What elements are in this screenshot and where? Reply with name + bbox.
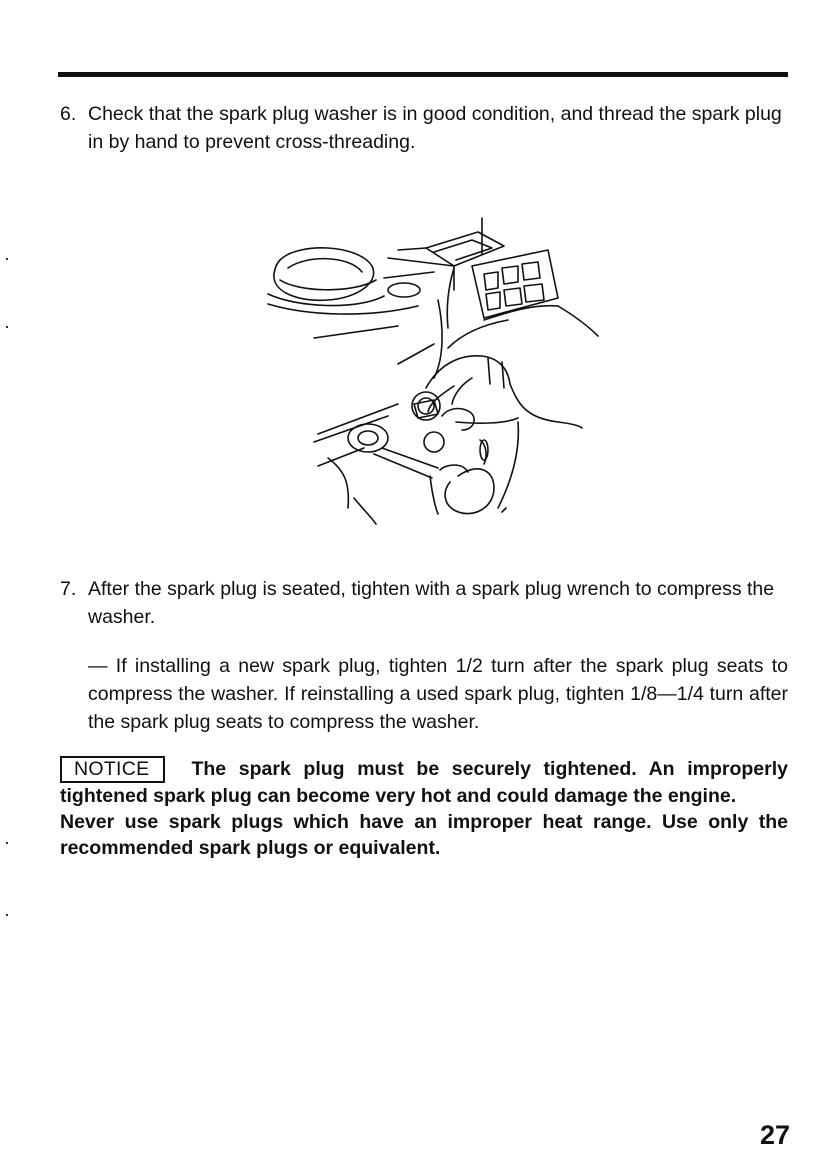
notice-text-1: The spark plug must be securely tightened. An improperly tightened spark plug can become very hot and could damage the engine. [60, 758, 788, 807]
scan-mark [6, 326, 8, 328]
scan-mark [6, 914, 8, 916]
tightening-note: — If installing a new spark plug, tighten 1/2 turn after the spark plug seats to compress the washer. If reinstalling a used spark plug, tighten 1/8—1/4 turn after the spark plug seats to compress the washer. [88, 655, 788, 733]
step-7 [60, 575, 790, 631]
step-7-number: 7. [60, 578, 77, 600]
notice-block [60, 756, 788, 861]
header-rule [58, 72, 788, 77]
page-number: 27 [759, 1120, 790, 1150]
step-7-text: After the spark plug is seated, tighten with a spark plug wrench to compress the washer. [88, 578, 775, 628]
notice-label: NOTICE [60, 756, 165, 783]
notice-paragraph-2: Never use spark plugs which have an improper heat range. Use only the recommended spark plugs or equivalent. [60, 811, 788, 859]
step-6-text: Check that the spark plug washer is in good condition, and thread the spark plug in by hand to prevent cross-threading. [88, 103, 782, 153]
step-6 [60, 100, 790, 156]
spark-plug-installation-illustration [258, 208, 603, 548]
notice-paragraph-1 [60, 756, 788, 809]
step-6-number: 6. [60, 103, 77, 125]
scan-mark [6, 258, 8, 260]
scan-mark [6, 842, 8, 844]
